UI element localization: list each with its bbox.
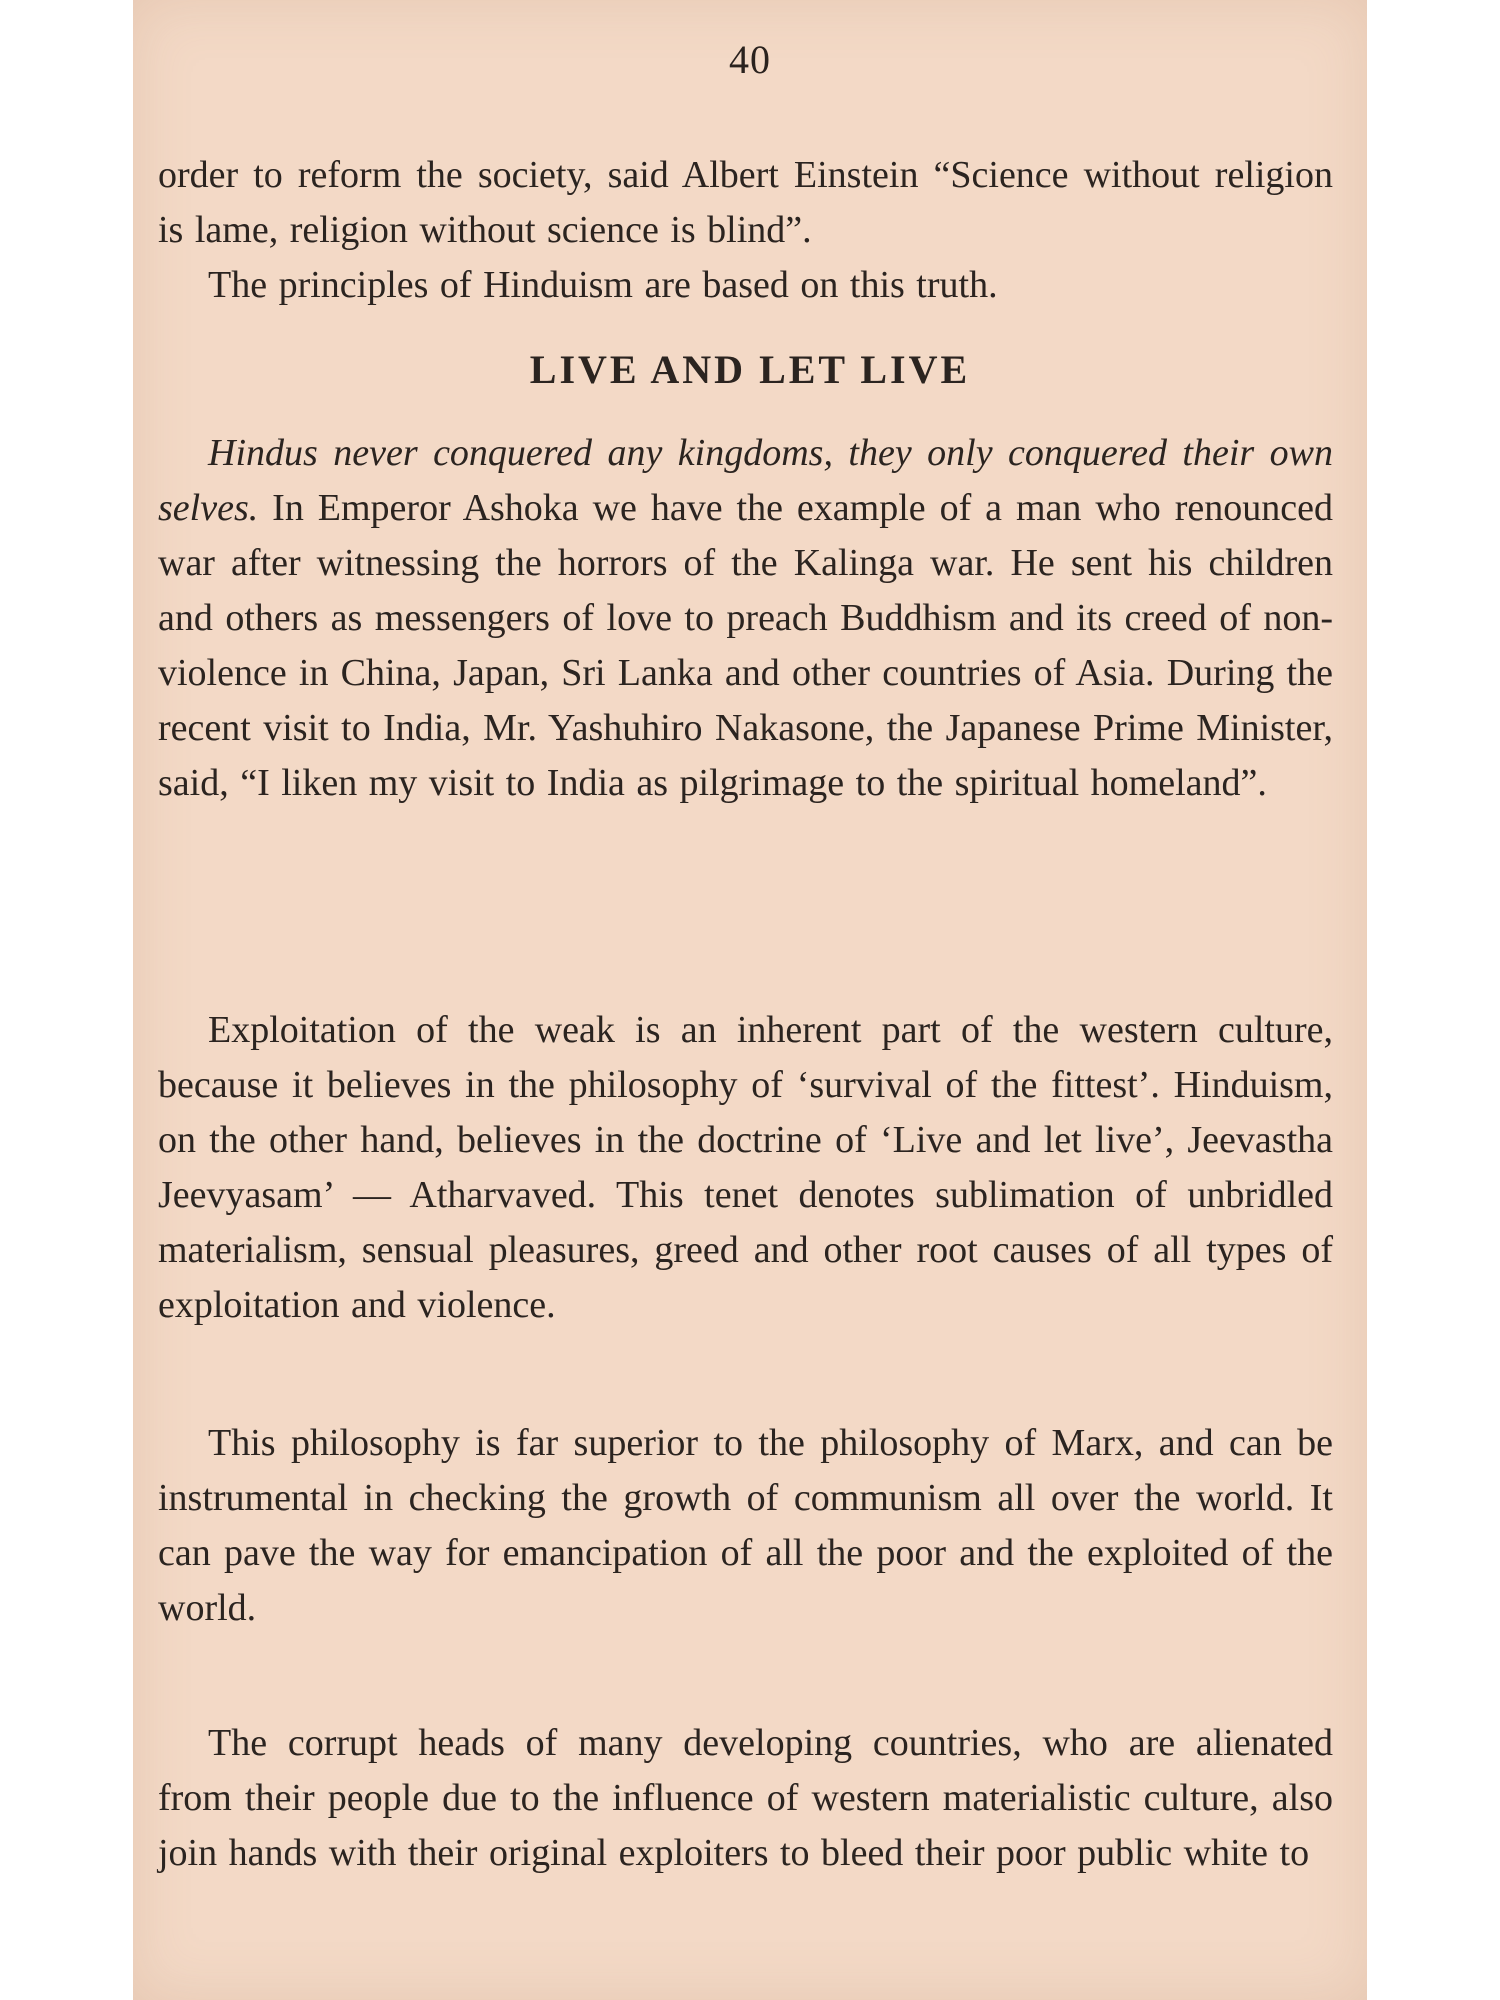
section-heading: LIVE AND LET LIVE [529,347,971,392]
paragraph-4 [158,1716,1333,1881]
paragraph-1-text: In Emperor Ashoka we have the example of a man who renounced war after witnessing the horrors of the Kalinga war. He sent his children and others as messengers of love to preach Buddhism and its creed of non-violence in China, Japan, Sri Lanka and other countries of Asia. During the recent visit to India, Mr. Yashuhiro Nakasone, the Japanese Prime Minister, said, “I liken my visit to India as pilgrimage to the spiritual homeland”. [158,487,1333,804]
intro-line-2: The principles of Hinduism are based on this truth. [208,264,998,306]
paragraph-1-italic: Hindus never conquered any kingdoms, they only conquered their own selves. [158,432,1333,529]
paragraph-2-text: Exploitation of the weak is an inherent part of the western culture, because it believes in the philosophy of ‘survival of the fittest’. Hinduism, on the other hand, believes in the doctrine of ‘Live and let live’, Jeevastha Jeevyasam’ — Atharvaved. This tenet denotes sublimation of unbridled materialism, sensual pleasures, greed and other root causes of all types of exploitation and violence. [158,1009,1333,1326]
paragraph-4-text: The corrupt heads of many developing countries, who are alienated from their people due to the influence of western materialistic culture, also join hands with their original exploiters to bleed their poor public white to [158,1722,1333,1874]
paragraph-1 [158,426,1333,811]
paragraph-2 [158,1003,1333,1333]
book-page [133,0,1367,2000]
intro-line-1: order to reform the society, said Albert Einstein “Science without religion is lame, religion without science is blind”. [158,154,1333,251]
paragraph-3-text: This philosophy is far superior to the philosophy of Marx, and can be instrumental in checking the growth of communism all over the world. It can pave the way for emancipation of all the poor and the exploited of the world. [158,1422,1333,1629]
intro-text [158,148,1333,313]
paragraph-3 [158,1416,1333,1636]
page-number: 40 [729,37,771,82]
